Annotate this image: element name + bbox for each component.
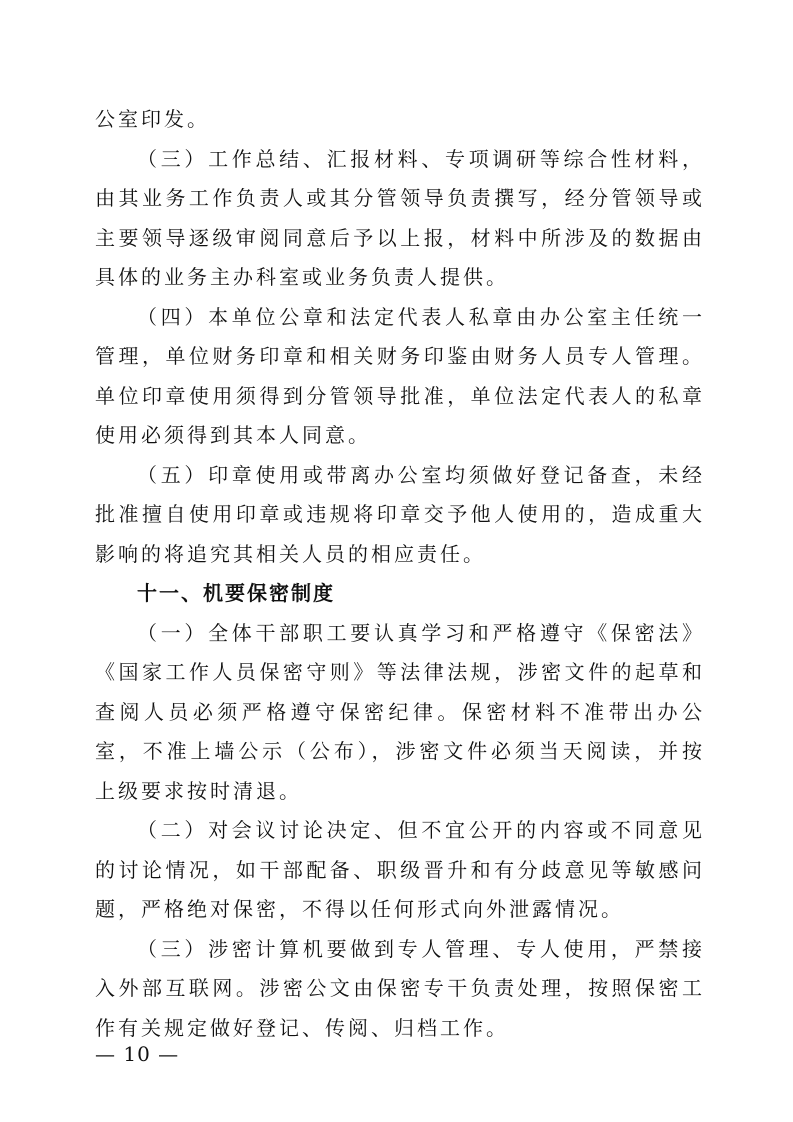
paragraph-confidential-1: （一）全体干部职工要认真学习和严格遵守《保密法》《国家工作人员保密守则》等法律法规，涉密文件的起草和查阅人员必须严格遵守保密纪律。保密材料不准带出办公室，不准上墙公示（公布），涉密文件必须当天阅读，并按上级要求按时清退。 — [95, 620, 705, 803]
paragraph-item-4-seals: （四）本单位公章和法定代表人私章由办公室主任统一管理，单位财务印章和相关财务印鉴由财务人员专人管理。单位印章使用须得到分管领导批准，单位法定代表人的私章使用必须得到其本人同意。 — [95, 304, 705, 447]
paragraph-continuation: 公室印发。 — [95, 107, 210, 131]
document-body — [95, 100, 705, 1048]
paragraph-confidential-3: （三）涉密计算机要做到专人管理、专人使用，严禁接入外部互联网。涉密公文由保密专干负责处理，按照保密工作有关规定做好登记、传阅、归档工作。 — [95, 936, 705, 1040]
section-heading: 十一、机要保密制度 — [137, 581, 335, 605]
paragraph-item-5-seal-usage: （五）印章使用或带离办公室均须做好登记备查，未经批准擅自使用印章或违规将印章交予他人使用的，造成重大影响的将追究其相关人员的相应责任。 — [95, 462, 705, 566]
paragraph-confidential-2: （二）对会议讨论决定、但不宜公开的内容或不同意见的讨论情况，如干部配备、职级晋升和有分歧意见等敏感问题，严格绝对保密，不得以任何形式向外泄露情况。 — [95, 818, 705, 921]
page-number: — 10 — — [95, 1042, 180, 1066]
paragraph-item-3-materials: （三）工作总结、汇报材料、专项调研等综合性材料，由其业务工作负责人或其分管领导负责撰写，经分管领导或主要领导逐级审阅同意后予以上报，材料中所涉及的数据由具体的业务主办科室或业务负责人提供。 — [95, 146, 705, 289]
